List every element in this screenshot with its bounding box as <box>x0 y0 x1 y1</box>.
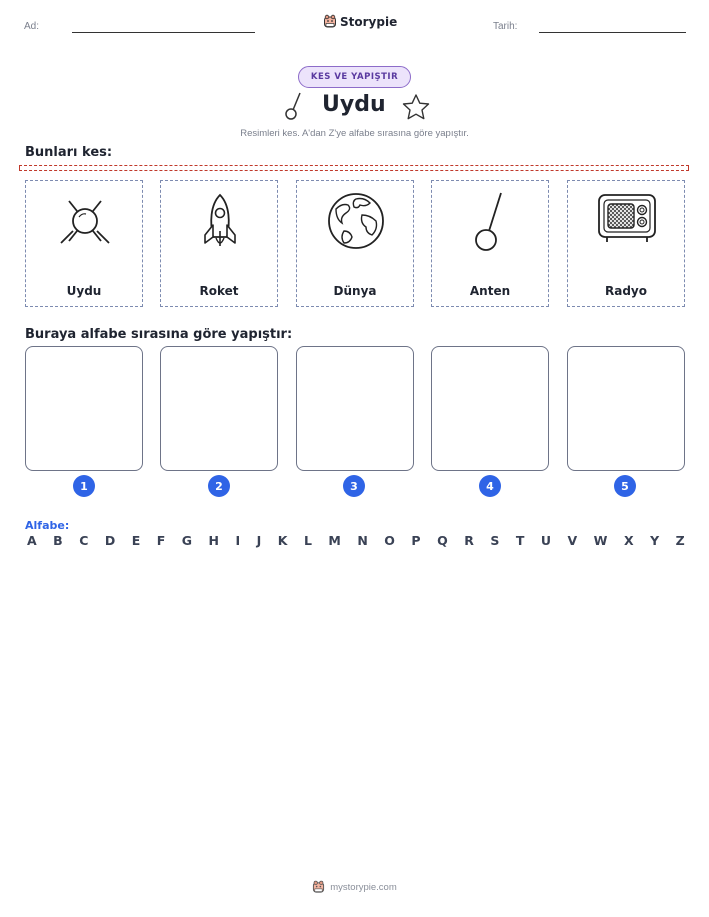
cut-card-rocket[interactable] <box>160 180 278 307</box>
alphabet-letter: C <box>79 533 89 548</box>
paste-heading: Buraya alfabe sırasına göre yapıştır: <box>25 327 293 342</box>
alphabet-letter: H <box>208 533 220 548</box>
alphabet-letter: W <box>593 533 608 548</box>
alphabet-letter: K <box>277 533 288 548</box>
paste-box-3[interactable] <box>296 346 414 471</box>
cut-card-earth[interactable] <box>296 180 414 307</box>
alphabet-letter: Y <box>650 533 660 548</box>
page-title: Uydu <box>322 92 386 117</box>
date-label: Tarih: <box>493 21 518 32</box>
card-label: Radyo <box>605 284 647 298</box>
alphabet-letter: L <box>303 533 312 548</box>
date-line[interactable] <box>539 32 686 33</box>
alphabet-letter: T <box>515 533 525 548</box>
earth-icon <box>326 191 386 253</box>
alphabet-letter: G <box>181 533 193 548</box>
name-label: Ad: <box>24 21 40 32</box>
cut-card-satellite[interactable] <box>25 180 143 307</box>
alphabet-letter: X <box>623 533 634 548</box>
footer-url: mystorypie.com <box>330 881 397 893</box>
name-line[interactable] <box>72 32 255 33</box>
alphabet-label: Alfabe: <box>25 519 70 532</box>
footer <box>0 880 709 894</box>
paste-box-4[interactable] <box>431 346 549 471</box>
activity-badge: KES VE YAPIŞTIR <box>298 66 411 88</box>
star-icon <box>400 93 432 121</box>
number-badge-1: 1 <box>73 475 95 497</box>
card-label: Uydu <box>66 284 102 298</box>
alphabet-letter: M <box>328 533 341 548</box>
alphabet-letter: S <box>490 533 500 548</box>
brand-logo <box>323 14 397 29</box>
radio-icon <box>595 191 659 253</box>
satellite-icon <box>55 191 115 253</box>
alphabet-letter: Z <box>675 533 685 548</box>
alphabet-row <box>27 533 685 548</box>
alphabet-letter: O <box>384 533 395 548</box>
card-label: Roket <box>199 284 239 298</box>
antenna-icon <box>461 191 521 253</box>
alphabet-letter: D <box>104 533 116 548</box>
alphabet-letter: J <box>256 533 262 548</box>
paste-box-5[interactable] <box>567 346 685 471</box>
cut-card-antenna[interactable] <box>431 180 549 307</box>
number-badge-2: 2 <box>208 475 230 497</box>
alphabet-letter: A <box>27 533 37 548</box>
alphabet-letter: F <box>156 533 166 548</box>
number-badge-4: 4 <box>479 475 501 497</box>
alphabet-letter: N <box>357 533 368 548</box>
alphabet-letter: B <box>53 533 63 548</box>
antenna-doodle-icon <box>283 91 305 121</box>
cut-line <box>19 165 689 171</box>
card-label: Dünya <box>333 284 377 298</box>
alphabet-letter: I <box>235 533 241 548</box>
alphabet-letter: P <box>411 533 421 548</box>
number-badge-3: 3 <box>343 475 365 497</box>
alphabet-letter: R <box>464 533 474 548</box>
alphabet-letter: Q <box>437 533 448 548</box>
alphabet-letter: U <box>540 533 551 548</box>
number-badge-5: 5 <box>614 475 636 497</box>
cut-heading: Bunları kes: <box>25 145 113 160</box>
paste-box-2[interactable] <box>160 346 278 471</box>
instructions: Resimleri kes. A'dan Z'ye alfabe sırasına göre yapıştır. <box>240 128 469 139</box>
storypie-footer-logo-icon <box>312 880 325 894</box>
alphabet-letter: V <box>567 533 578 548</box>
cut-card-radio[interactable] <box>567 180 685 307</box>
brand-name: Storypie <box>340 14 398 29</box>
storypie-logo-icon <box>323 14 337 29</box>
card-label: Anten <box>469 284 511 298</box>
alphabet-letter: E <box>131 533 141 548</box>
rocket-icon <box>190 191 250 253</box>
paste-box-1[interactable] <box>25 346 143 471</box>
